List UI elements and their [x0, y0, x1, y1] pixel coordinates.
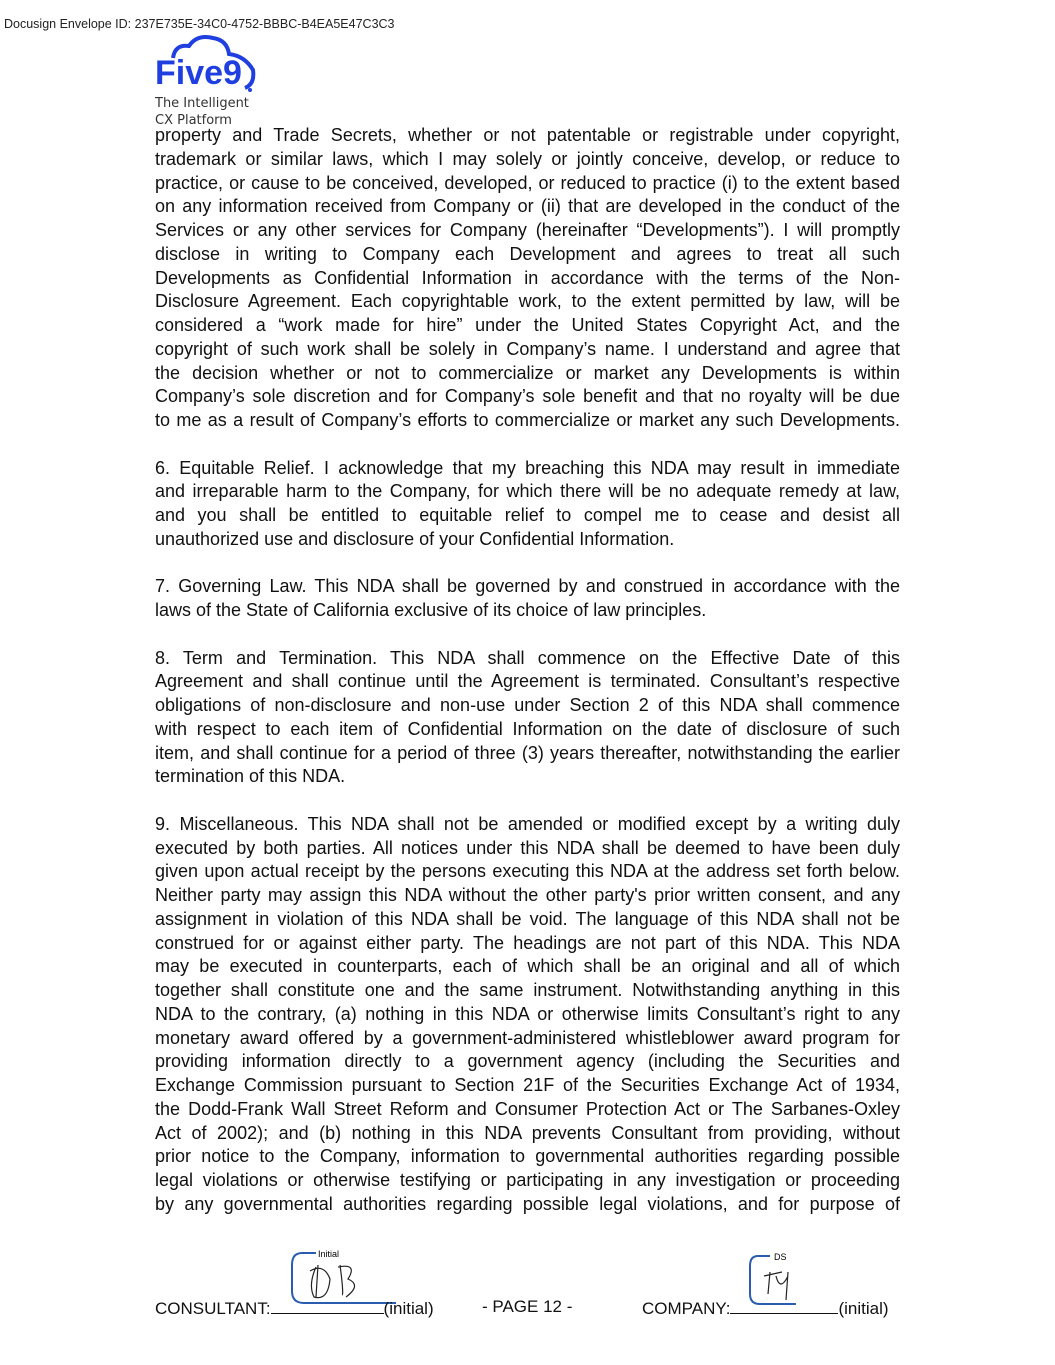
- text-line: with respect to each item of Confidential Information on the date of disclosure of such: [155, 718, 900, 739]
- five9-cloud-logo-icon: [155, 32, 265, 94]
- text-line: Disclosure Agreement. Each copyrightable work, to the extent permitted by law, will be: [155, 291, 900, 312]
- paragraph-gap: [155, 789, 900, 813]
- text-line: copyright of such work shall be solely in Company’s name. I understand and agree that: [155, 338, 900, 359]
- initials-signature-icon: [764, 1272, 788, 1300]
- text-line: trademark or similar laws, which I may solely or jointly conceive, develop, or reduce to: [155, 148, 900, 169]
- envelope-id: Docusign Envelope ID: 237E735E-34C0-4752-BBBC-B4EA5E47C3C3: [4, 17, 395, 31]
- consultant-initial-blank[interactable]: [271, 1297, 384, 1314]
- text-line: unauthorized use and disclosure of your Confidential Information.: [155, 528, 675, 549]
- page-number: - PAGE 12 -: [482, 1297, 573, 1316]
- initial-suffix: (initial): [838, 1299, 889, 1318]
- initials-signature-icon: [310, 1265, 355, 1298]
- text-line: Agreement and shall continue until the Agreement is terminated. Consultant’s respective: [155, 671, 900, 692]
- consultant-initial-line: [155, 1297, 434, 1319]
- paragraph-gap: [155, 623, 900, 647]
- paragraph: [155, 457, 900, 552]
- text-line: to me as a result of Company’s efforts to commercialize or market any such Developments.: [155, 410, 900, 430]
- svg-text:Five9: Five9: [155, 54, 242, 92]
- text-line: the Dodd-Frank Wall Street Reform and Consumer Protection Act or The Sarbanes-Oxley: [155, 1098, 900, 1119]
- text-line: assignment in violation of this NDA shall be void. The language of this NDA shall not be: [155, 908, 900, 929]
- paragraph: [155, 647, 900, 790]
- text-line: together shall constitute one and the same instrument. Notwithstanding anything in this: [155, 980, 900, 1000]
- text-line: practice, or cause to be conceived, developed, or reduced to practice (i) to the extent based: [155, 172, 900, 193]
- text-line: Developments as Confidential Information in accordance with the terms of the Non-: [155, 267, 900, 288]
- paragraph-gap: [155, 433, 900, 457]
- paragraph: [155, 124, 900, 433]
- paragraph: [155, 813, 900, 1217]
- text-line: item, and shall continue for a period of three (3) years thereafter, notwithstanding the earlier: [155, 742, 900, 763]
- text-line: 8. Term and Termination. This NDA shall commence on the Effective Date of this: [155, 647, 900, 668]
- text-line: disclose in writing to Company each Development and agrees to treat all such: [155, 243, 900, 264]
- text-line: may be executed in counterparts, each of which shall be an original and all of which: [155, 956, 900, 977]
- paragraph-gap: [155, 552, 900, 576]
- text-line: considered a “work made for hire” under the United States Copyright Act, and the: [155, 315, 900, 335]
- text-line: prior notice to the Company, information to governmental authorities regarding possible: [155, 1146, 900, 1167]
- consultant-label: CONSULTANT:: [155, 1299, 271, 1318]
- stamp-label: Initial: [318, 1249, 340, 1259]
- company-label: COMPANY:: [642, 1299, 731, 1318]
- text-line: legal violations or otherwise testifying or participating in any investigation or proceeding: [155, 1170, 900, 1190]
- logo-tagline-2: CX Platform: [155, 113, 232, 128]
- text-line: providing information directly to a government agency (including the Securities and: [155, 1051, 900, 1072]
- company-initial-line: [642, 1297, 889, 1319]
- text-line: the decision whether or not to commercialize or market any Developments is within: [155, 362, 900, 383]
- document-body: [155, 124, 900, 1217]
- text-line: executed by both parties. All notices under this NDA shall be deemed to have been duly: [155, 837, 900, 858]
- text-line: 7. Governing Law. This NDA shall be governed by and construed in accordance with the: [155, 576, 900, 597]
- text-line: 9. Miscellaneous. This NDA shall not be amended or modified except by a writing duly: [155, 813, 900, 834]
- page-footer: [155, 1297, 900, 1321]
- text-line: laws of the State of California exclusive of its choice of law principles.: [155, 600, 707, 620]
- text-line: Exchange Commission pursuant to Section 21F of the Securities Exchange Act of 1934,: [155, 1075, 900, 1095]
- text-line: Act of 2002); and (b) nothing in this NDA prevents Consultant from providing, without: [155, 1122, 900, 1143]
- text-line: by any governmental authorities regarding possible legal violations, and for purpose of: [155, 1193, 900, 1214]
- text-line: 6. Equitable Relief. I acknowledge that my breaching this NDA may result in immediate: [155, 457, 900, 478]
- text-line: NDA to the contrary, (a) nothing in this NDA or otherwise limits Consultant’s right to any: [155, 1003, 900, 1024]
- text-line: on any information received from Company or (ii) that are developed in the conduct of the: [155, 196, 900, 217]
- paragraph: [155, 575, 900, 623]
- text-line: and you shall be entitled to equitable relief to compel me to cease and desist all: [155, 505, 900, 525]
- text-line: given upon actual receipt by the persons executing this NDA at the address set forth below.: [155, 861, 900, 882]
- text-line: Services or any other services for Company (hereinafter “Developments”). I will promptly: [155, 220, 900, 240]
- five9-logo: [155, 32, 265, 128]
- text-line: Neither party may assign this NDA without the other party's prior written consent, and any: [155, 885, 900, 905]
- text-line: construed for or against either party. The headings are not part of this NDA. This NDA: [155, 932, 900, 953]
- text-line: termination of this NDA.: [155, 766, 346, 787]
- stamp-label: DS: [774, 1252, 787, 1262]
- initial-suffix: (initial): [383, 1299, 434, 1318]
- text-line: property and Trade Secrets, whether or not patentable or registrable under copyright,: [155, 125, 900, 145]
- text-line: and irreparable harm to the Company, for which there will be no adequate remedy at law,: [155, 481, 900, 502]
- logo-tagline-1: The Intelligent: [155, 96, 249, 111]
- text-line: Company’s sole discretion and for Company’s sole benefit and that no royalty will be due: [155, 386, 900, 407]
- text-line: monetary award offered by a government-administered whistleblower award program for: [155, 1027, 900, 1048]
- company-initial-blank[interactable]: [730, 1297, 838, 1314]
- text-line: obligations of non-disclosure and non-use under Section 2 of this NDA shall commence: [155, 695, 900, 715]
